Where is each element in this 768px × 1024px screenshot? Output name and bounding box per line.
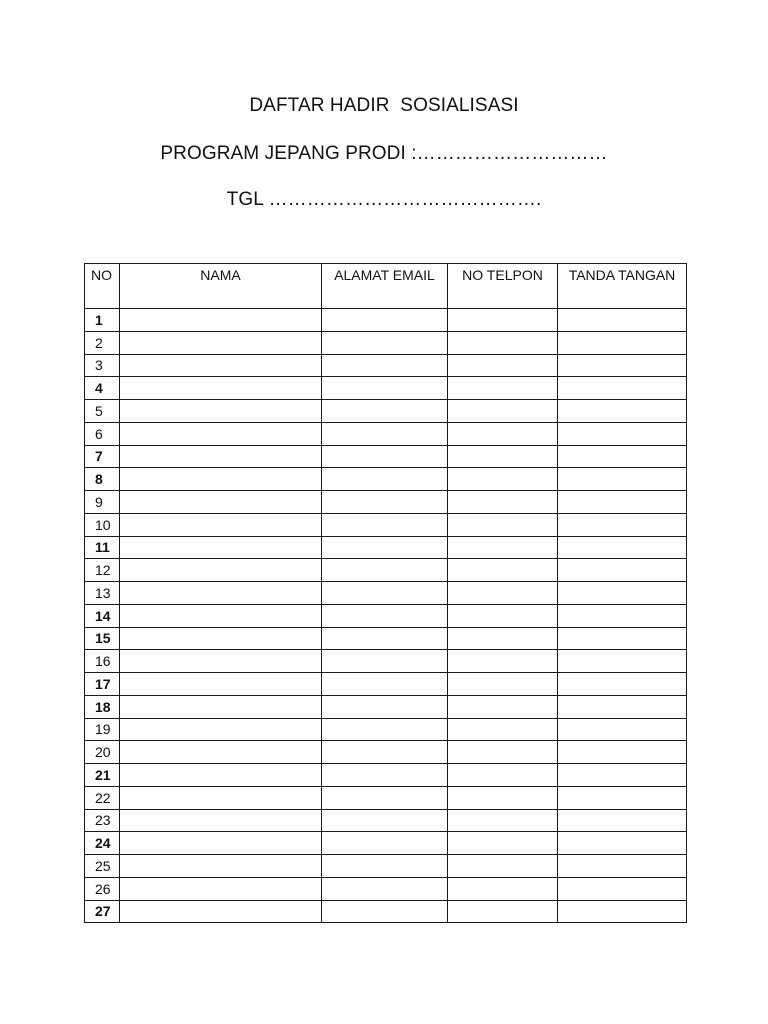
- table-row: [85, 309, 687, 332]
- row-number-cell: 13: [85, 582, 120, 605]
- column-header-tanda-tangan: TANDA TANGAN: [558, 264, 687, 309]
- row-number-cell: 16: [85, 650, 120, 673]
- no-telpon-cell[interactable]: [448, 559, 558, 582]
- alamat-email-cell[interactable]: [322, 764, 448, 787]
- no-telpon-cell[interactable]: [448, 877, 558, 900]
- nama-cell[interactable]: [120, 764, 322, 787]
- alamat-email-cell[interactable]: [322, 536, 448, 559]
- alamat-email-cell[interactable]: [322, 309, 448, 332]
- tanda-tangan-cell[interactable]: [558, 582, 687, 605]
- nama-cell[interactable]: [120, 786, 322, 809]
- tanda-tangan-cell[interactable]: [558, 559, 687, 582]
- no-telpon-cell[interactable]: [448, 513, 558, 536]
- table-row: [85, 582, 687, 605]
- no-telpon-cell[interactable]: [448, 536, 558, 559]
- tanda-tangan-cell[interactable]: [558, 491, 687, 514]
- table-row: [85, 695, 687, 718]
- no-telpon-cell[interactable]: [448, 354, 558, 377]
- table-row: [85, 809, 687, 832]
- table-row: [85, 513, 687, 536]
- nama-cell[interactable]: [120, 741, 322, 764]
- no-telpon-cell[interactable]: [448, 786, 558, 809]
- table-row: [85, 354, 687, 377]
- alamat-email-cell[interactable]: [322, 786, 448, 809]
- table-row: [85, 718, 687, 741]
- tanda-tangan-cell[interactable]: [558, 445, 687, 468]
- row-number-cell: 10: [85, 513, 120, 536]
- no-telpon-cell[interactable]: [448, 309, 558, 332]
- nama-cell[interactable]: [120, 718, 322, 741]
- table-row: [85, 422, 687, 445]
- nama-cell[interactable]: [120, 468, 322, 491]
- row-number-cell: 18: [85, 695, 120, 718]
- alamat-email-cell[interactable]: [322, 377, 448, 400]
- alamat-email-cell[interactable]: [322, 832, 448, 855]
- nama-cell[interactable]: [120, 877, 322, 900]
- table-row: [85, 900, 687, 923]
- alamat-email-cell[interactable]: [322, 718, 448, 741]
- table-row: [85, 468, 687, 491]
- no-telpon-cell[interactable]: [448, 604, 558, 627]
- no-telpon-cell[interactable]: [448, 764, 558, 787]
- row-number-cell: 8: [85, 468, 120, 491]
- row-number-cell: 17: [85, 673, 120, 696]
- alamat-email-cell[interactable]: [322, 604, 448, 627]
- alamat-email-cell[interactable]: [322, 900, 448, 923]
- table-header-row: [85, 264, 687, 309]
- program-line: PROGRAM JEPANG PRODI :…………………………: [160, 143, 608, 164]
- tanda-tangan-cell[interactable]: [558, 764, 687, 787]
- tanda-tangan-cell[interactable]: [558, 809, 687, 832]
- no-telpon-cell[interactable]: [448, 627, 558, 650]
- no-telpon-cell[interactable]: [448, 673, 558, 696]
- row-number-cell: 15: [85, 627, 120, 650]
- column-header-nama: NAMA: [120, 264, 322, 309]
- nama-cell[interactable]: [120, 604, 322, 627]
- no-telpon-cell[interactable]: [448, 855, 558, 878]
- alamat-email-cell[interactable]: [322, 673, 448, 696]
- table-row: [85, 786, 687, 809]
- tanda-tangan-cell[interactable]: [558, 331, 687, 354]
- alamat-email-cell[interactable]: [322, 741, 448, 764]
- row-number-cell: 27: [85, 900, 120, 923]
- row-number-cell: 3: [85, 354, 120, 377]
- nama-cell[interactable]: [120, 832, 322, 855]
- alamat-email-cell[interactable]: [322, 809, 448, 832]
- row-number-cell: 22: [85, 786, 120, 809]
- no-telpon-cell[interactable]: [448, 377, 558, 400]
- table-row: [85, 832, 687, 855]
- nama-cell[interactable]: [120, 900, 322, 923]
- row-number-cell: 23: [85, 809, 120, 832]
- nama-cell[interactable]: [120, 331, 322, 354]
- alamat-email-cell[interactable]: [322, 582, 448, 605]
- row-number-cell: 24: [85, 832, 120, 855]
- row-number-cell: 5: [85, 400, 120, 423]
- no-telpon-cell[interactable]: [448, 422, 558, 445]
- row-number-cell: 14: [85, 604, 120, 627]
- alamat-email-cell[interactable]: [322, 513, 448, 536]
- nama-cell[interactable]: [120, 627, 322, 650]
- row-number-cell: 4: [85, 377, 120, 400]
- row-number-cell: 1: [85, 309, 120, 332]
- table-row: [85, 377, 687, 400]
- no-telpon-cell[interactable]: [448, 582, 558, 605]
- nama-cell[interactable]: [120, 422, 322, 445]
- alamat-email-cell[interactable]: [322, 422, 448, 445]
- tanda-tangan-cell[interactable]: [558, 673, 687, 696]
- tanda-tangan-cell[interactable]: [558, 536, 687, 559]
- table-row: [85, 559, 687, 582]
- tanda-tangan-cell[interactable]: [558, 309, 687, 332]
- column-header-no: NO: [85, 264, 120, 309]
- alamat-email-cell[interactable]: [322, 650, 448, 673]
- tanda-tangan-cell[interactable]: [558, 400, 687, 423]
- no-telpon-cell[interactable]: [448, 468, 558, 491]
- no-telpon-cell[interactable]: [448, 900, 558, 923]
- no-telpon-cell[interactable]: [448, 741, 558, 764]
- alamat-email-cell[interactable]: [322, 331, 448, 354]
- tanda-tangan-cell[interactable]: [558, 832, 687, 855]
- table-row: [85, 604, 687, 627]
- table-row: [85, 400, 687, 423]
- nama-cell[interactable]: [120, 491, 322, 514]
- column-header-no-telpon: NO TELPON: [448, 264, 558, 309]
- nama-cell[interactable]: [120, 354, 322, 377]
- tanda-tangan-cell[interactable]: [558, 468, 687, 491]
- tanda-tangan-cell[interactable]: [558, 718, 687, 741]
- table-row: [85, 673, 687, 696]
- alamat-email-cell[interactable]: [322, 627, 448, 650]
- tanda-tangan-cell[interactable]: [558, 695, 687, 718]
- column-header-alamat-email: ALAMAT EMAIL: [322, 264, 448, 309]
- row-number-cell: 11: [85, 536, 120, 559]
- tanda-tangan-cell[interactable]: [558, 627, 687, 650]
- alamat-email-cell[interactable]: [322, 855, 448, 878]
- row-number-cell: 6: [85, 422, 120, 445]
- row-number-cell: 26: [85, 877, 120, 900]
- tanda-tangan-cell[interactable]: [558, 422, 687, 445]
- nama-cell[interactable]: [120, 536, 322, 559]
- alamat-email-cell[interactable]: [322, 877, 448, 900]
- nama-cell[interactable]: [120, 400, 322, 423]
- table-row: [85, 331, 687, 354]
- table-row: [85, 445, 687, 468]
- tanda-tangan-cell[interactable]: [558, 513, 687, 536]
- document-title: DAFTAR HADIR SOSIALISASI: [249, 95, 519, 116]
- no-telpon-cell[interactable]: [448, 695, 558, 718]
- row-number-cell: 19: [85, 718, 120, 741]
- alamat-email-cell[interactable]: [322, 354, 448, 377]
- tanda-tangan-cell[interactable]: [558, 650, 687, 673]
- alamat-email-cell[interactable]: [322, 445, 448, 468]
- no-telpon-cell[interactable]: [448, 331, 558, 354]
- no-telpon-cell[interactable]: [448, 650, 558, 673]
- nama-cell[interactable]: [120, 309, 322, 332]
- alamat-email-cell[interactable]: [322, 491, 448, 514]
- nama-cell[interactable]: [120, 695, 322, 718]
- no-telpon-cell[interactable]: [448, 491, 558, 514]
- row-number-cell: 20: [85, 741, 120, 764]
- tanda-tangan-cell[interactable]: [558, 900, 687, 923]
- alamat-email-cell[interactable]: [322, 695, 448, 718]
- no-telpon-cell[interactable]: [448, 832, 558, 855]
- no-telpon-cell[interactable]: [448, 809, 558, 832]
- row-number-cell: 25: [85, 855, 120, 878]
- table-row: [85, 491, 687, 514]
- nama-cell[interactable]: [120, 650, 322, 673]
- row-number-cell: 7: [85, 445, 120, 468]
- alamat-email-cell[interactable]: [322, 559, 448, 582]
- tanda-tangan-cell[interactable]: [558, 877, 687, 900]
- nama-cell[interactable]: [120, 377, 322, 400]
- table-row: [85, 877, 687, 900]
- row-number-cell: 21: [85, 764, 120, 787]
- tanda-tangan-cell[interactable]: [558, 741, 687, 764]
- nama-cell[interactable]: [120, 673, 322, 696]
- nama-cell[interactable]: [120, 513, 322, 536]
- tanda-tangan-cell[interactable]: [558, 377, 687, 400]
- no-telpon-cell[interactable]: [448, 718, 558, 741]
- table-row: [85, 627, 687, 650]
- date-line: TGL …………………………………….: [226, 189, 542, 210]
- row-number-cell: 9: [85, 491, 120, 514]
- table-row: [85, 536, 687, 559]
- nama-cell[interactable]: [120, 855, 322, 878]
- no-telpon-cell[interactable]: [448, 445, 558, 468]
- alamat-email-cell[interactable]: [322, 400, 448, 423]
- attendance-table: [84, 263, 687, 923]
- table-row: [85, 855, 687, 878]
- table-row: [85, 764, 687, 787]
- table-row: [85, 650, 687, 673]
- tanda-tangan-cell[interactable]: [558, 604, 687, 627]
- nama-cell[interactable]: [120, 445, 322, 468]
- nama-cell[interactable]: [120, 559, 322, 582]
- tanda-tangan-cell[interactable]: [558, 855, 687, 878]
- row-number-cell: 2: [85, 331, 120, 354]
- no-telpon-cell[interactable]: [448, 400, 558, 423]
- nama-cell[interactable]: [120, 582, 322, 605]
- tanda-tangan-cell[interactable]: [558, 354, 687, 377]
- alamat-email-cell[interactable]: [322, 468, 448, 491]
- row-number-cell: 12: [85, 559, 120, 582]
- nama-cell[interactable]: [120, 809, 322, 832]
- tanda-tangan-cell[interactable]: [558, 786, 687, 809]
- table-row: [85, 741, 687, 764]
